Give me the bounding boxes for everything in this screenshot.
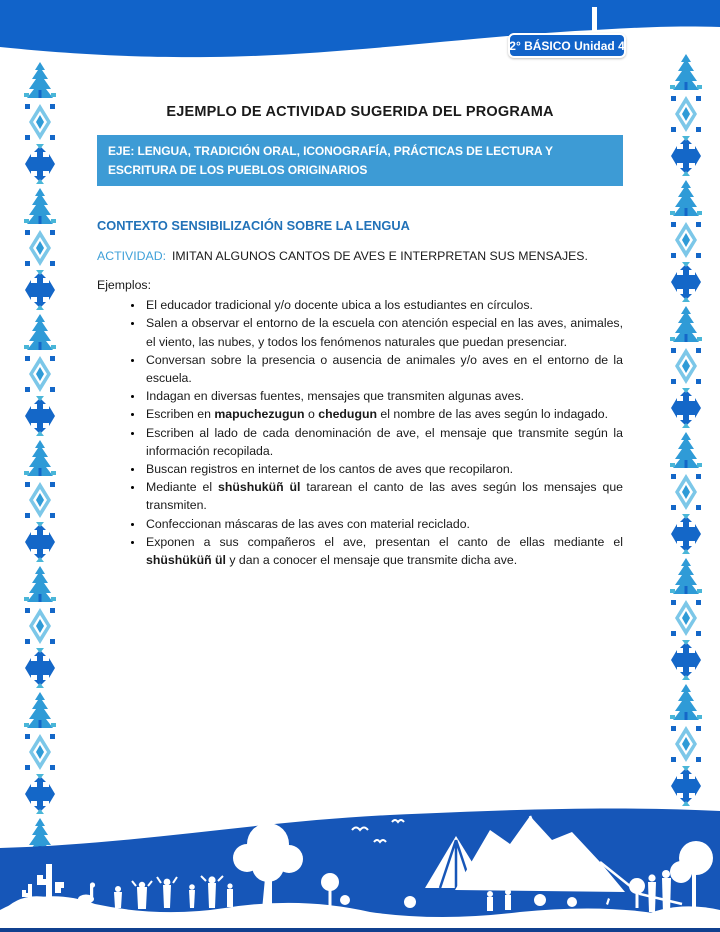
example-item: • Indagan en diversas fuentes, mensajes que transmiten algunas aves. — [144, 387, 623, 405]
eje-banner-text: EJE: LENGUA, TRADICIÓN ORAL, ICONOGRAFÍA, PRÁCTICAS DE LECTURA Y ESCRITURA DE LOS PUEBLOS ORIGINARIOS — [108, 144, 553, 177]
unit-badge-label: 2° BÁSICO Unidad 4 — [509, 38, 625, 53]
example-item: • Exponen a sus compañeros el ave, presentan el canto de ellas mediante el shüshüküñ ül y dan a conocer el mensaje que transmite dicha ave. — [144, 533, 623, 569]
example-item: • Confeccionan máscaras de las aves con material reciclado. — [144, 515, 623, 533]
activity-text: IMITAN ALGUNOS CANTOS DE AVES E INTERPRETAN SUS MENSAJES. — [172, 249, 588, 264]
left-border-ornament — [23, 60, 57, 850]
page-title: EJEMPLO DE ACTIVIDAD SUGERIDA DEL PROGRAMA — [166, 104, 554, 120]
example-item: • Escriben en mapuchezugun o chedugun el nombre de las aves según lo indagado. — [144, 405, 623, 423]
example-item: • Conversan sobre la presencia o ausencia de animales y/o aves en el entorno de la escuela. — [144, 351, 623, 387]
example-item: • El educador tradicional y/o docente ubica a los estudiantes en círculos. — [144, 296, 623, 314]
document-body — [97, 0, 623, 569]
example-item: • Escriben al lado de cada denominación de ave, el mensaje que transmite según la información recopilada. — [144, 424, 623, 460]
context-heading: CONTEXTO SENSIBILIZACIÓN SOBRE LA LENGUA — [97, 218, 410, 234]
activity-label: ACTIVIDAD: — [97, 249, 167, 264]
eje-banner — [97, 135, 623, 186]
bottom-landscape-illustration — [0, 782, 720, 932]
example-item: • Buscan registros en internet de los cantos de aves que recopilaron. — [144, 460, 623, 478]
examples-list — [97, 296, 623, 569]
right-border-ornament — [669, 52, 703, 868]
example-item: • Salen a observar el entorno de la escuela con atención especial en las aves, animales, el viento, las nubes, y todos los fenómenos naturales que puedan presenciar. — [144, 314, 623, 350]
examples-heading: Ejemplos: — [97, 278, 151, 293]
example-item: • Mediante el shüshuküñ ül tararean el canto de las aves según los mensajes que transmiten. — [144, 478, 623, 514]
activity-line — [97, 249, 623, 263]
